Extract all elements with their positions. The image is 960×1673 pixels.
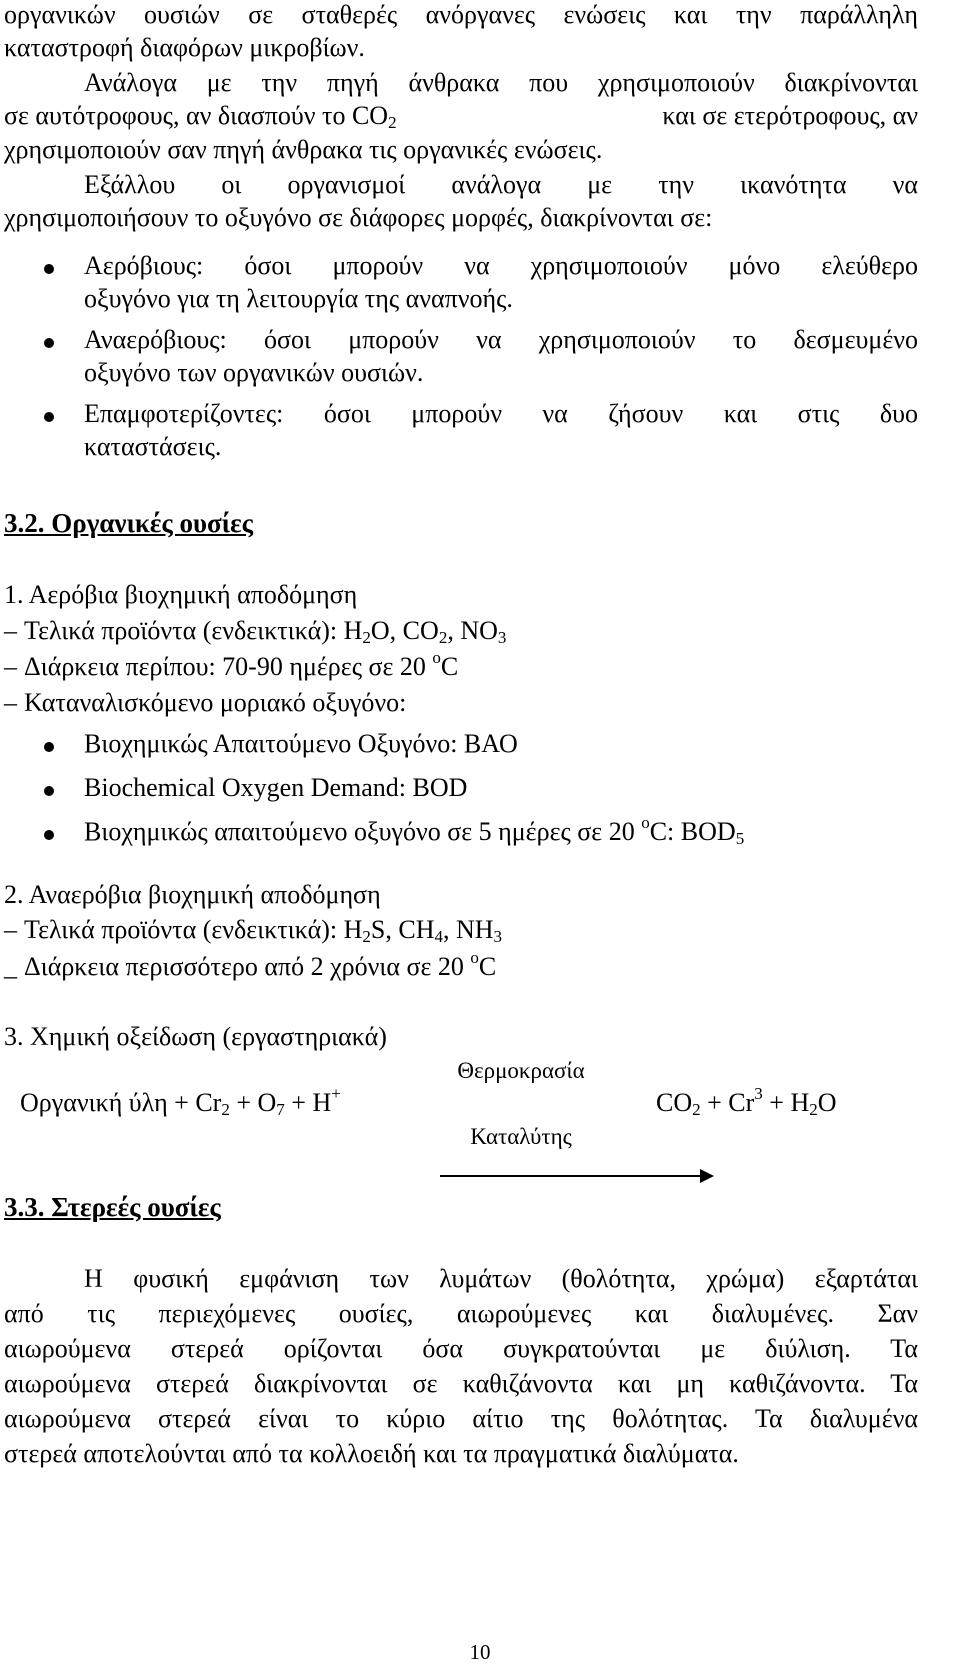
text-part: Διάρκεια περισσότερο από 2 χρόνια σε 20 [24, 952, 471, 981]
type-facultative-line-2: καταστάσεις. [84, 432, 222, 461]
superscript: o [641, 813, 650, 832]
page-number: 10 [469, 1640, 491, 1664]
text-part: C [478, 952, 497, 981]
aerobic-products-line [4, 616, 918, 646]
reaction-products [656, 1084, 918, 1119]
superscript: o [432, 648, 441, 667]
type-anaerobic-line-2: οξυγόνο των οργανικών ουσιών. [84, 358, 424, 387]
chemical-oxidation-title: 3. Χημική οξείδωση (εργαστηριακά) [4, 1022, 387, 1051]
type-anaerobic-line-1: Αναερόβιους: όσοι μπορούν να χρησιμοποιούν το δεσμευμένο [84, 325, 918, 354]
dash-marker: – [4, 915, 17, 944]
reaction-condition-temperature: Θερμοκρασία [457, 1058, 585, 1083]
solids-line-2: από τις περιεχόμενες ουσίες, αιωρούμενες και διαλυμένες. Σαν [4, 1299, 918, 1328]
anaerobic-decomposition-title: 2. Αναερόβια βιοχημική αποδόμηση [4, 880, 381, 909]
type-aerobic-line-1: Αερόβιους: όσοι μπορούν να χρησιμοποιούν μόνο ελεύθερο [84, 251, 918, 280]
section-3-3-heading: 3.3. Στερεές ουσίες [4, 1192, 221, 1222]
intro-line-2: καταστροφή διαφόρων μικροβίων. [4, 33, 365, 62]
anaerobic-products-line [4, 915, 918, 945]
text-part: + H [762, 1088, 810, 1117]
intro-line-6: Εξάλλου οι οργανισμοί ανάλογα με την ικανότητα να [84, 170, 918, 199]
intro-line-3: Ανάλογα με την πηγή άνθρακα που χρησιμοποιούν διακρίνονται [84, 68, 918, 97]
reaction-arrow [440, 1175, 702, 1177]
dash-marker: – [4, 688, 17, 717]
subscript: 2 [362, 927, 371, 946]
intro-line-4 [4, 101, 918, 131]
text-part: Καταναλισκόμενο μοριακό οξυγόνο: [24, 688, 407, 717]
subscript: 4 [434, 927, 443, 946]
text-part: Τελικά προϊόντα (ενδεικτικά): H [24, 915, 363, 944]
text-part: + H [284, 1088, 332, 1117]
type-facultative-line-1: Επαμφοτερίζοντες: όσοι μπορούν να ζήσουν και στις δυο [84, 399, 918, 428]
text-part: CO [656, 1088, 693, 1117]
dash-marker: – [4, 616, 17, 645]
text-part: Βιοχημικώς απαιτούμενο οξυγόνο σε 5 ημέρες σε 20 [84, 817, 642, 846]
bod-line: Biochemical Oxygen Demand: BOD [84, 773, 468, 802]
text-part: Διάρκεια περίπου: 70-90 ημέρες σε 20 [24, 652, 433, 681]
reaction-arrow-head-icon [700, 1169, 714, 1183]
subscript: 7 [276, 1100, 285, 1119]
aerobic-duration-line [4, 648, 918, 682]
text-part: O [817, 1088, 837, 1117]
bullet-dot [44, 742, 54, 752]
intro-line-1: οργανικών ουσιών σε σταθερές ανόργανες ενώσεις και την παράλληλη [4, 0, 918, 29]
text-part: , NO [447, 616, 498, 645]
intro-line-4-b: και σε ετερότροφους, αν [662, 101, 918, 130]
bullet-dot [44, 264, 54, 274]
solids-line-6: στερεά αποτελούνται από τα κολλοειδή και τα πραγματικά διαλύματα. [4, 1439, 739, 1468]
solids-line-3: αιωρούμενα στερεά ορίζονται όσα συγκρατούνται με διύλιση. Τα [4, 1334, 918, 1363]
subscript: 5 [735, 829, 745, 848]
intro-line-7: χρησιμοποιήσουν το οξυγόνο σε διάφορες μορφές, διακρίνονται σε: [4, 203, 713, 232]
text-part: + O [229, 1088, 277, 1117]
text-part: , NH [442, 915, 494, 944]
bullet-dot [44, 786, 54, 796]
superscript: 3 [754, 1084, 763, 1103]
bullet-dot [44, 412, 54, 422]
subscript: 3 [493, 927, 503, 946]
dash-marker: _ [4, 952, 17, 981]
text-part: S, CH [370, 915, 435, 944]
subscript: 3 [497, 628, 507, 647]
subscript: 2 [362, 628, 371, 647]
subscript: 2 [809, 1100, 818, 1119]
subscript: 2 [438, 628, 448, 647]
intro-line-5: χρησιμοποιούν σαν πηγή άνθρακα τις οργανικές ενώσεις. [4, 135, 603, 164]
superscript: o [470, 948, 479, 967]
text-part: C: BOD [649, 817, 736, 846]
bod5-line [84, 813, 918, 848]
solids-line-1: Η φυσική εμφάνιση των λυμάτων (θολότητα, χρώμα) εξαρτάται [84, 1264, 918, 1293]
section-3-2-heading: 3.2. Οργανικές ουσίες [4, 508, 253, 538]
bao-line: Βιοχημικώς Απαιτούμενο Οξυγόνο: ΒΑΟ [84, 729, 518, 758]
aerobic-decomposition-title: 1. Αερόβια βιοχημική αποδόμηση [4, 580, 358, 609]
subscript: 2 [221, 1100, 230, 1119]
reaction-condition-catalyst: Καταλύτης [470, 1124, 572, 1149]
aerobic-oxygen-line [4, 688, 918, 718]
text-part: Οργανική ύλη + Cr [20, 1088, 222, 1117]
solids-line-4: αιωρούμενα στερεά διακρίνονται σε καθιζάνοντα και μη καθιζάνοντα. Τα [4, 1369, 918, 1398]
intro-line-4-a: σε αυτότροφους, αν διασπούν το CO [4, 101, 389, 130]
text-part: O, CO [370, 616, 439, 645]
text-part: C [440, 652, 459, 681]
dash-marker: – [4, 652, 17, 681]
bullet-dot [44, 338, 54, 348]
reaction-reactants [20, 1084, 430, 1119]
text-part: Τελικά προϊόντα (ενδεικτικά): H [24, 616, 363, 645]
solids-line-5: αιωρούμενα στερεά είναι το κύριο αίτιο της θολότητας. Τα διαλυμένα [4, 1404, 918, 1433]
type-aerobic-line-2: οξυγόνο για τη λειτουργία της αναπνοής. [84, 284, 513, 313]
bullet-dot [44, 830, 54, 840]
text-part: + Cr [700, 1088, 755, 1117]
subscript: 2 [692, 1100, 701, 1119]
intro-line-4-sub: 2 [388, 113, 397, 132]
anaerobic-duration-line [4, 948, 918, 982]
superscript: + [331, 1084, 341, 1103]
